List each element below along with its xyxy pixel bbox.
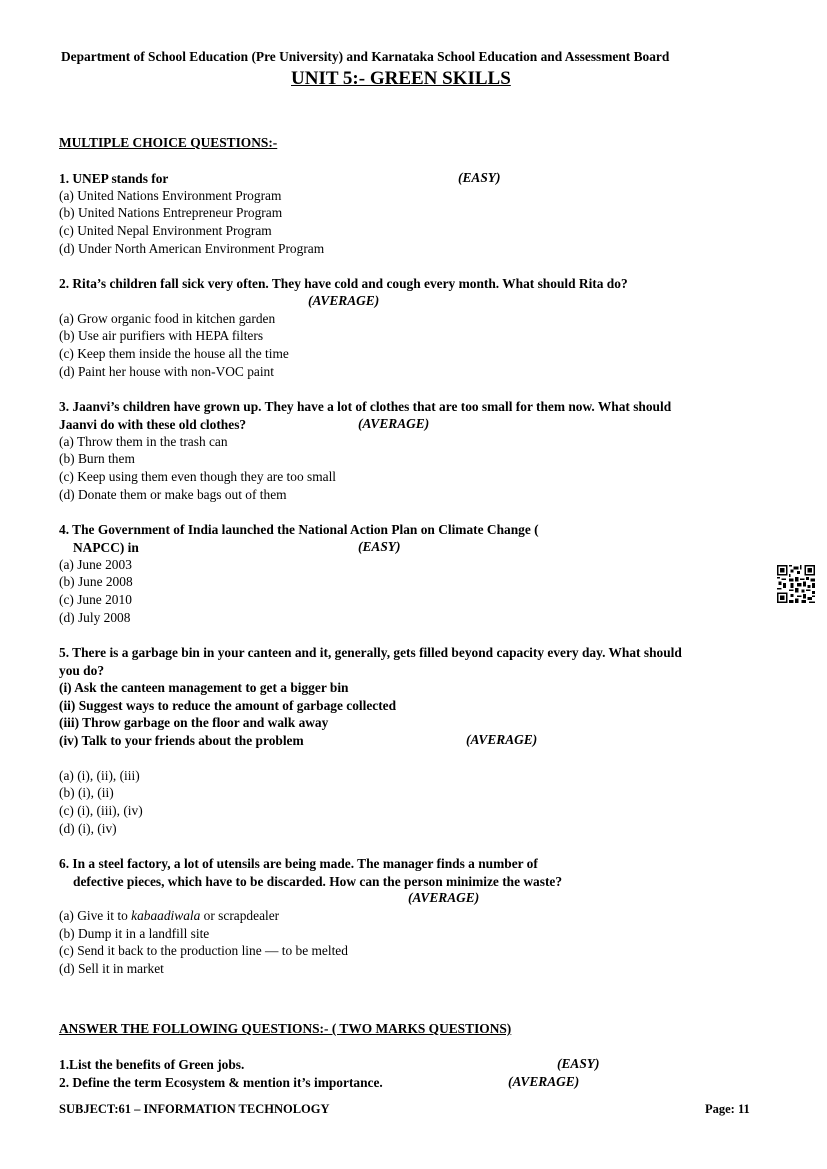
question-6-option-a-prefix: (a) Give it to <box>59 908 132 923</box>
question-3-stem-line-1: 3. Jaanvi’s children have grown up. They have a lot of clothes that are too small for them now. What should <box>59 399 672 414</box>
two-marks-heading: ANSWER THE FOLLOWING QUESTIONS:- ( TWO MARKS QUESTIONS) <box>59 1021 512 1036</box>
question-6-option-b: (b) Dump it in a landfill site <box>59 926 210 941</box>
question-5-option-c: (c) (i), (iii), (iv) <box>59 803 143 818</box>
question-1-stem: 1. UNEP stands for <box>59 171 169 186</box>
question-6-level: (AVERAGE) <box>408 890 480 905</box>
question-3-stem-line-2: Jaanvi do with these old clothes? <box>59 417 247 432</box>
question-3-option-a: (a) Throw them in the trash can <box>59 434 228 449</box>
question-3-level: (AVERAGE) <box>358 416 430 431</box>
qr-code-icon <box>777 565 815 603</box>
question-1-option-d: (d) Under North American Environment Program <box>59 241 325 256</box>
question-6-option-a <box>59 907 279 925</box>
question-4-option-c: (c) June 2010 <box>59 592 132 607</box>
question-5-stem-line-1: 5. There is a garbage bin in your canteen and it, generally, gets filled beyond capacity every day. What should <box>59 645 682 660</box>
question-6-stem-line-1: 6. In a steel factory, a lot of utensils are being made. The manager finds a number of <box>59 856 538 871</box>
question-6-option-a-suffix: or scrapdealer <box>200 908 280 923</box>
question-1-option-c: (c) United Nepal Environment Program <box>59 223 272 238</box>
two-marks-question-2-level: (AVERAGE) <box>508 1074 580 1089</box>
question-6-option-c: (c) Send it back to the production line — to be melted <box>59 943 348 958</box>
two-marks-question-1-level: (EASY) <box>557 1056 600 1071</box>
question-5-statement-i: (i) Ask the canteen management to get a bigger bin <box>59 680 349 695</box>
question-5-option-b: (b) (i), (ii) <box>59 785 114 800</box>
question-5-stem-line-2: you do? <box>59 663 105 678</box>
question-3-option-c: (c) Keep using them even though they are too small <box>59 469 337 484</box>
question-6-option-d: (d) Sell it in market <box>59 961 164 976</box>
question-2-stem: 2. Rita’s children fall sick very often. They have cold and cough every month. What should Rita do? <box>59 276 628 291</box>
question-5-option-d: (d) (i), (iv) <box>59 821 117 836</box>
question-5-statement-iii: (iii) Throw garbage on the floor and walk away <box>59 715 329 730</box>
question-4-option-b: (b) June 2008 <box>59 574 133 589</box>
question-4-level: (EASY) <box>358 539 401 554</box>
question-5-statement-iv: (iv) Talk to your friends about the problem <box>59 733 304 748</box>
question-2-option-c: (c) Keep them inside the house all the time <box>59 346 289 361</box>
question-2-option-b: (b) Use air purifiers with HEPA filters <box>59 328 264 343</box>
question-1-option-b: (b) United Nations Entrepreneur Program <box>59 205 283 220</box>
question-2-option-a: (a) Grow organic food in kitchen garden <box>59 311 276 326</box>
unit-title: UNIT 5:- GREEN SKILLS <box>291 68 511 89</box>
question-4-stem-line-2: NAPCC) in <box>73 540 139 555</box>
question-1-level: (EASY) <box>458 170 501 185</box>
question-3-option-d: (d) Donate them or make bags out of them <box>59 487 287 502</box>
question-5-statement-ii: (ii) Suggest ways to reduce the amount of garbage collected <box>59 698 397 713</box>
two-marks-question-2: 2. Define the term Ecosystem & mention it’s importance. <box>59 1075 383 1090</box>
question-2-level: (AVERAGE) <box>308 293 380 308</box>
question-4-stem-line-1: 4. The Government of India launched the National Action Plan on Climate Change ( <box>59 522 539 537</box>
question-5-option-a: (a) (i), (ii), (iii) <box>59 768 140 783</box>
question-3-option-b: (b) Burn them <box>59 451 135 466</box>
question-4-option-d: (d) July 2008 <box>59 610 131 625</box>
question-5-level: (AVERAGE) <box>466 732 538 747</box>
question-2-option-d: (d) Paint her house with non-VOC paint <box>59 364 274 379</box>
board-header: Department of School Education (Pre University) and Karnataka School Education and Assessment Board <box>61 49 670 64</box>
question-4-option-a: (a) June 2003 <box>59 557 132 572</box>
footer-page-number: Page: 11 <box>705 1102 750 1116</box>
two-marks-question-1: 1.List the benefits of Green jobs. <box>59 1057 245 1072</box>
question-6-option-a-term: kabaadiwala <box>131 908 201 923</box>
footer-subject: SUBJECT:61 – INFORMATION TECHNOLOGY <box>59 1102 330 1116</box>
question-1-option-a: (a) United Nations Environment Program <box>59 188 282 203</box>
mcq-heading: MULTIPLE CHOICE QUESTIONS:- <box>59 135 278 150</box>
question-6-stem-line-2: defective pieces, which have to be discarded. How can the person minimize the waste? <box>73 874 563 889</box>
